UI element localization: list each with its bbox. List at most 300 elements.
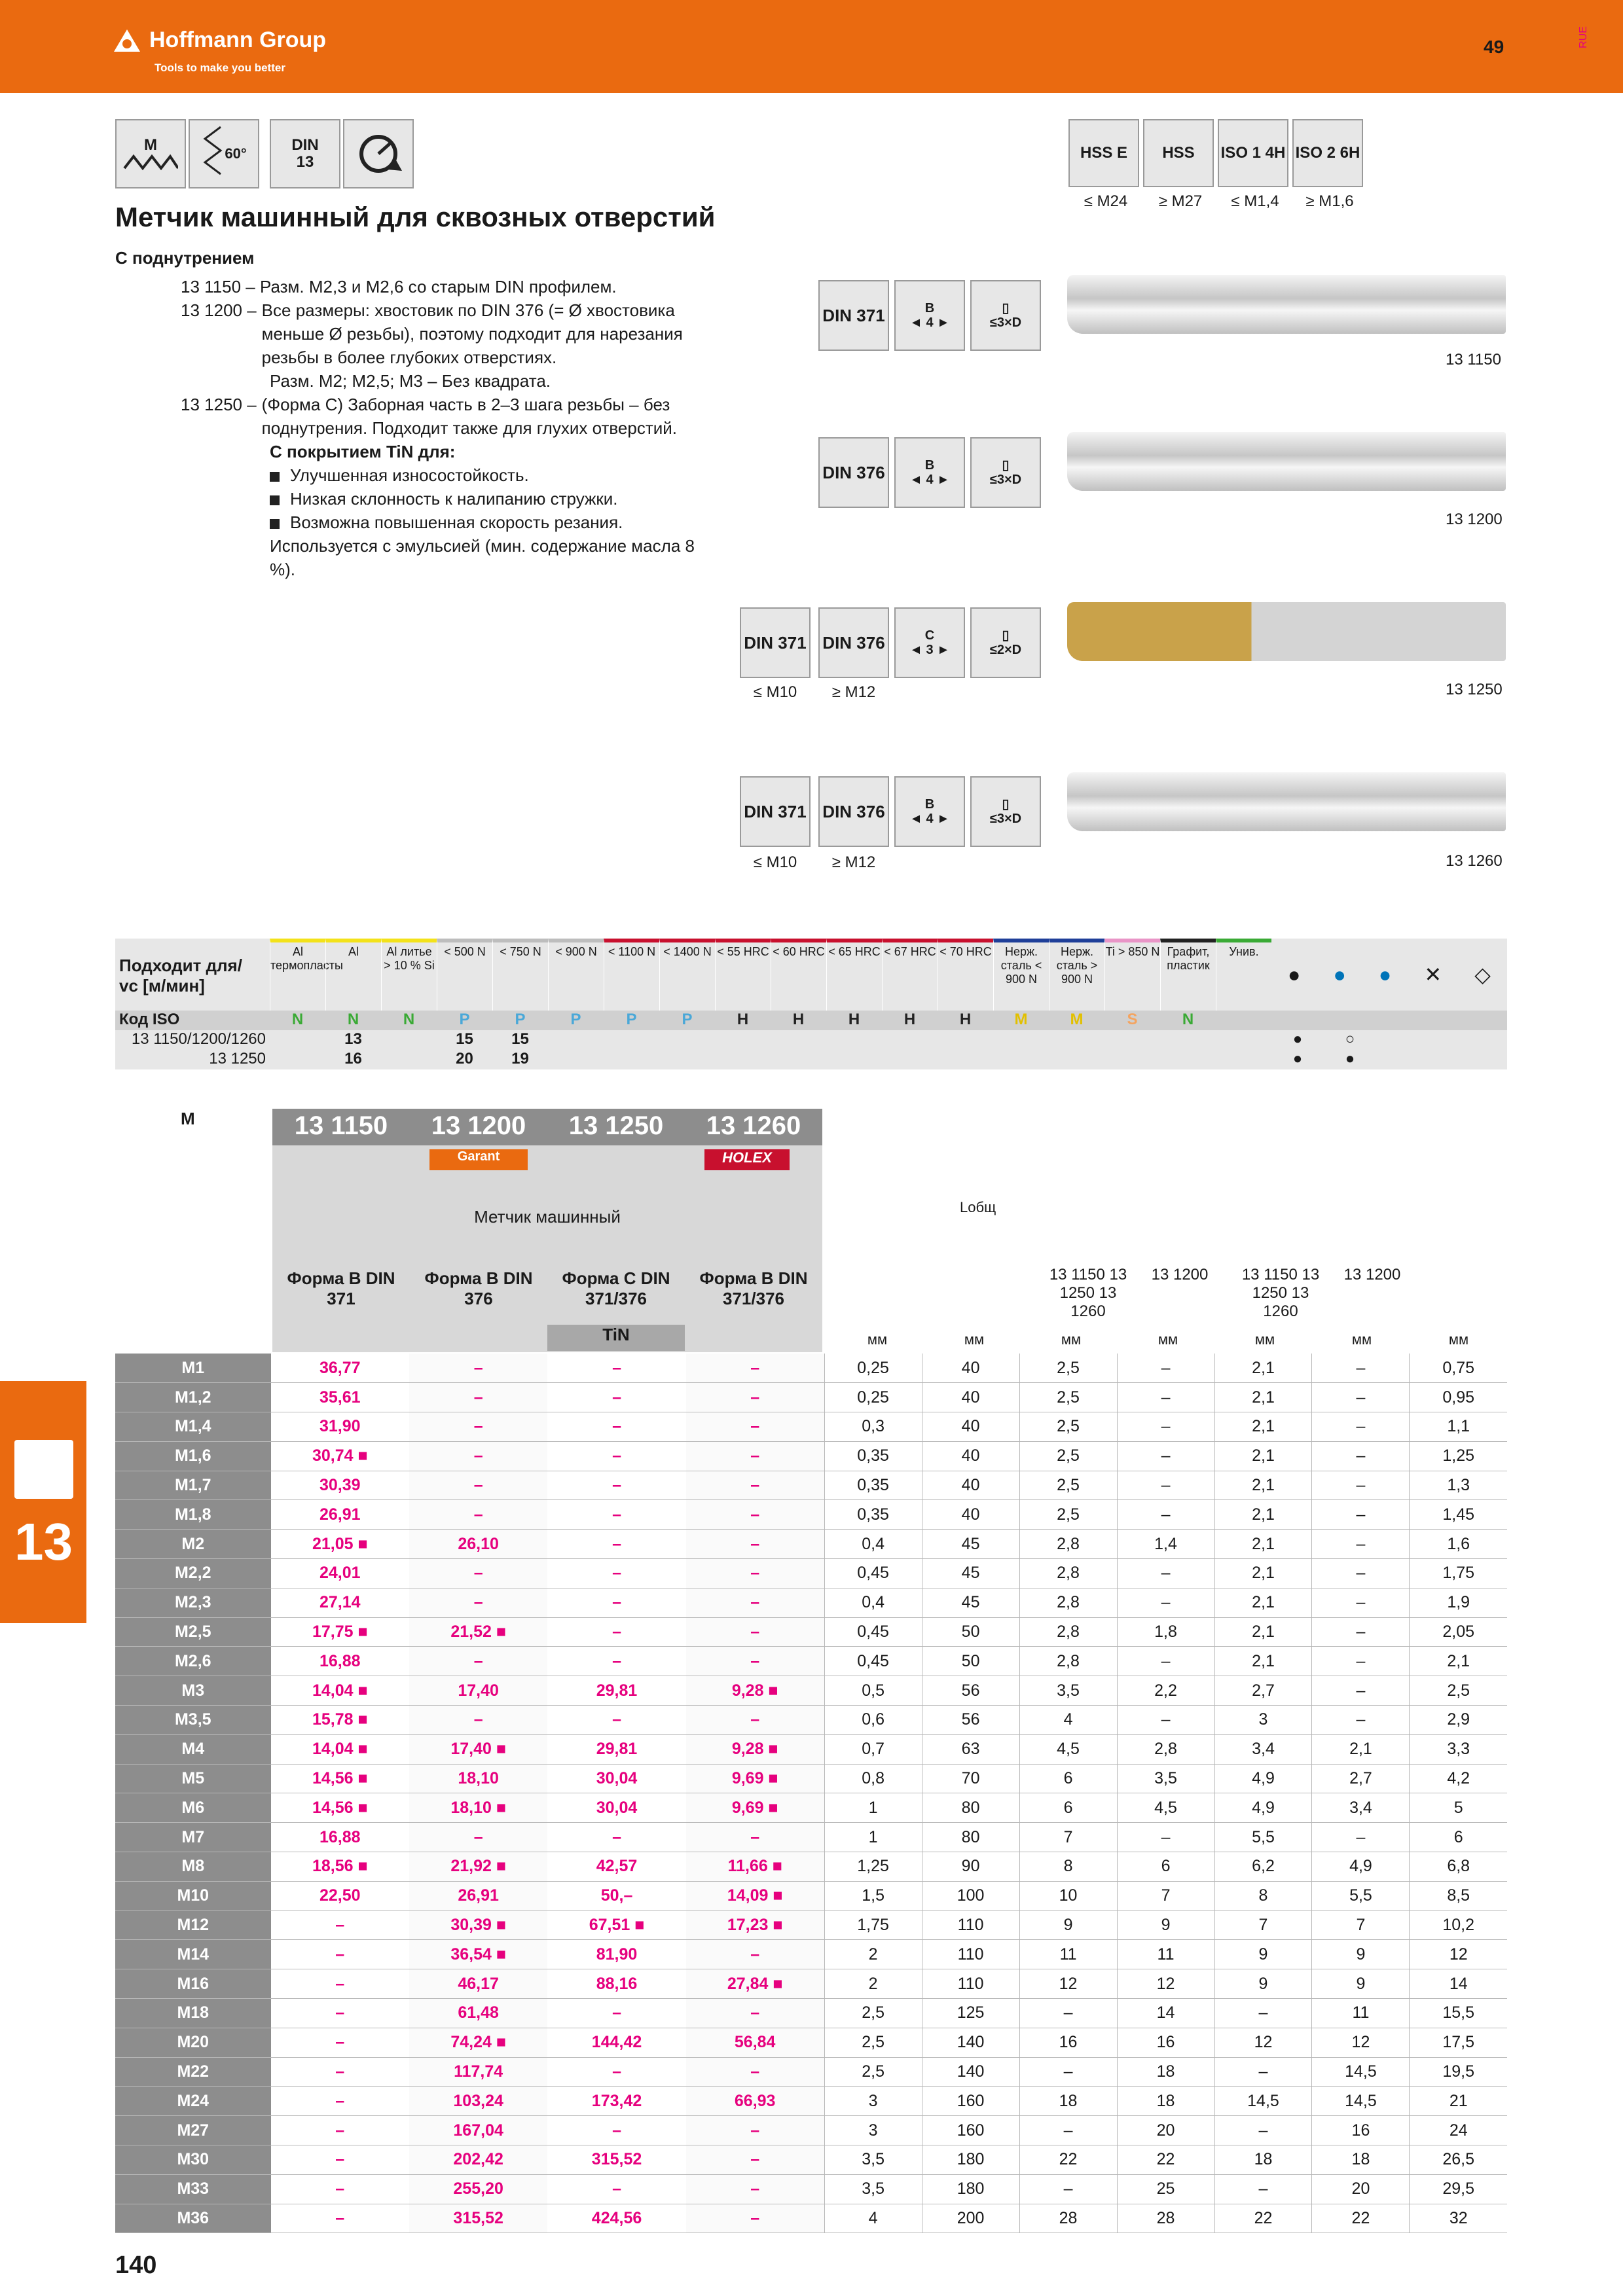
dimension-cell: 0,6: [824, 1706, 922, 1735]
price-cell: –: [686, 1500, 824, 1530]
logo-icon: [113, 28, 141, 53]
code-131200: 13 1200: [431, 1111, 526, 1140]
price-cell: 26,91: [409, 1881, 547, 1910]
dimension-cell: 17,5: [1410, 2028, 1507, 2057]
price-cell: –: [686, 1588, 824, 1617]
material-iso2: ISO 2 6H: [1292, 119, 1363, 187]
dimension-cell: 28: [1117, 2204, 1214, 2233]
dimension-cell: 9: [1019, 1910, 1117, 1940]
dimension-cell: 6: [1019, 1793, 1117, 1823]
dimension-cell: –: [1117, 1383, 1214, 1412]
price-cell: 14,09 ■: [686, 1881, 824, 1910]
speed-value: [270, 1050, 325, 1069]
table-row: [115, 1764, 1507, 1793]
price-cell: –: [271, 2057, 409, 2087]
price-cell: –: [547, 1823, 685, 1852]
tool2-chamfer: B ◄ 4 ►: [894, 437, 965, 508]
dimension-cell: 2,1: [1214, 1354, 1312, 1383]
dimension-cell: 200: [922, 2204, 1019, 2233]
unit-label: мм: [1061, 1331, 1082, 1348]
dimension-cell: 2,5: [824, 2028, 922, 2057]
dimension-cell: 0,35: [824, 1500, 922, 1530]
dimension-cell: 1,4: [1117, 1530, 1214, 1559]
dimension-cell: 40: [922, 1383, 1019, 1412]
price-cell: –: [686, 1647, 824, 1676]
code-131150: 13 1150: [294, 1111, 388, 1140]
dimension-cell: 2,5: [824, 2057, 922, 2087]
dimension-cell: 2,1: [1214, 1441, 1312, 1471]
chapter-tab: [0, 1381, 86, 1623]
tool1-depth: ▯ ≤3×D: [970, 280, 1041, 351]
iso-code-10: H: [848, 1011, 860, 1028]
table-row: [115, 2028, 1507, 2057]
price-cell: 16,88: [271, 1647, 409, 1676]
material-col-11: < 67 HRC: [882, 939, 938, 1011]
dimension-cell: 2,8: [1019, 1588, 1117, 1617]
dimension-cell: 90: [922, 1852, 1019, 1882]
dimension-cell: 2,1: [1410, 1647, 1507, 1676]
tool-materials: [1068, 119, 1363, 187]
price-cell: –: [271, 2204, 409, 2233]
dimension-cell: 16: [1019, 2028, 1117, 2057]
table-row: [115, 1647, 1507, 1676]
dimension-cell: –: [1312, 1588, 1410, 1617]
dimension-cell: –: [1117, 1823, 1214, 1852]
spray-icon: ●: [1378, 962, 1392, 986]
price-cell: –: [271, 2174, 409, 2204]
tool4-image: [1067, 772, 1506, 831]
thread-size: M10: [115, 1881, 271, 1910]
dimension-cell: 80: [922, 1793, 1019, 1823]
material-hss: HSS: [1143, 119, 1214, 187]
unit-label: мм: [1448, 1331, 1469, 1348]
thread-size: M2: [115, 1530, 271, 1559]
price-cell: 202,42: [409, 2145, 547, 2175]
table-row: [115, 1617, 1507, 1647]
dimension-cell: 9: [1214, 1940, 1312, 1969]
table-row: [115, 1588, 1507, 1617]
unit-label: мм: [867, 1331, 888, 1348]
price-cell: –: [547, 1530, 685, 1559]
material-col-16: Графит, пластик: [1160, 939, 1216, 1011]
price-cell: –: [409, 1412, 547, 1442]
page-number: 49: [1484, 37, 1504, 57]
dimension-cell: 14: [1117, 1999, 1214, 2028]
thread-size: M36: [115, 2204, 271, 2233]
iso-code-0: N: [291, 1011, 304, 1028]
dimension-cell: 9: [1117, 1910, 1214, 1940]
price-cell: 27,14: [271, 1588, 409, 1617]
dimension-cell: 9: [1214, 1969, 1312, 1999]
price-cell: –: [547, 1412, 685, 1442]
dimension-cell: 2,1: [1214, 1412, 1312, 1442]
thread-angle-icon: 60°: [189, 119, 259, 188]
speed-value: 15: [511, 1030, 529, 1048]
dimension-cell: 3: [824, 2116, 922, 2145]
dimension-cell: –: [1117, 1500, 1214, 1530]
price-cell: –: [271, 2087, 409, 2116]
table-row: [115, 2204, 1507, 2233]
dimension-cell: –: [1117, 1588, 1214, 1617]
price-cell: –: [686, 1940, 824, 1969]
dimension-cell: 2,5: [1019, 1471, 1117, 1500]
dimension-cell: –: [1117, 1471, 1214, 1500]
dimension-cell: 2,5: [1019, 1441, 1117, 1471]
dimension-cell: –: [1019, 1999, 1117, 2028]
dimension-cell: 0,5: [824, 1676, 922, 1706]
emulsion-icon: ●: [1333, 962, 1346, 986]
dimension-cell: 2: [824, 1969, 922, 1999]
material-col-7: < 1400 N: [659, 939, 715, 1011]
price-cell: 17,75 ■: [271, 1617, 409, 1647]
thread-size: M2,5: [115, 1617, 271, 1647]
dimension-cell: 2,1: [1214, 1530, 1312, 1559]
table-row: [115, 1559, 1507, 1588]
dimension-cell: 12: [1117, 1969, 1214, 1999]
dimension-cell: –: [1214, 2116, 1312, 2145]
dimension-cell: 5,5: [1214, 1823, 1312, 1852]
dimension-cell: 1,9: [1410, 1588, 1507, 1617]
material-col-10: < 65 HRC: [826, 939, 882, 1011]
dimension-cell: 10: [1019, 1881, 1117, 1910]
mql-icon: ✕: [1424, 963, 1442, 986]
thread-size: M16: [115, 1969, 271, 1999]
table-row: [115, 1471, 1507, 1500]
dimension-cell: 56: [922, 1706, 1019, 1735]
price-cell: –: [686, 1617, 824, 1647]
thread-size: M27: [115, 2116, 271, 2145]
tool3-din2: DIN 376: [818, 607, 889, 678]
dimension-cell: 1,1: [1410, 1412, 1507, 1442]
thread-size: M14: [115, 1940, 271, 1969]
thread-size: M3,5: [115, 1706, 271, 1735]
dimension-cell: 18: [1019, 2087, 1117, 2116]
dimension-cell: 110: [922, 1940, 1019, 1969]
price-cell: –: [686, 1559, 824, 1588]
table-row: [115, 2145, 1507, 2175]
dimension-cell: –: [1117, 1647, 1214, 1676]
dimension-cell: 0,8: [824, 1764, 922, 1793]
price-cell: –: [409, 1823, 547, 1852]
price-cell: 9,28 ■: [686, 1734, 824, 1764]
dimension-cell: 14,5: [1214, 2087, 1312, 2116]
price-cell: –: [271, 2145, 409, 2175]
price-cell: –: [547, 1617, 685, 1647]
dimension-cell: 4,9: [1214, 1764, 1312, 1793]
thread-size: M1,8: [115, 1500, 271, 1530]
dimension-cell: –: [1117, 1441, 1214, 1471]
dimension-cell: 0,75: [1410, 1354, 1507, 1383]
price-cell: 424,56: [547, 2204, 685, 2233]
price-cell: 14,56 ■: [271, 1793, 409, 1823]
thread-size: M8: [115, 1852, 271, 1882]
iso-code-1: N: [347, 1011, 359, 1028]
tool4-code: 13 1260: [1446, 852, 1503, 870]
thread-size: M2,6: [115, 1647, 271, 1676]
price-cell: –: [547, 1706, 685, 1735]
dimension-cell: 2,1: [1214, 1559, 1312, 1588]
thread-size: M24: [115, 2087, 271, 2116]
dimension-cell: 9: [1312, 1940, 1410, 1969]
dimension-cell: 40: [922, 1441, 1019, 1471]
table-row: [115, 1500, 1507, 1530]
table-row: [115, 1940, 1507, 1969]
tool3-din1: DIN 371: [740, 607, 811, 678]
table-row: [115, 1969, 1507, 1999]
rotation-direction-icon: [343, 119, 414, 188]
dimension-cell: 2,5: [1019, 1412, 1117, 1442]
price-cell: 14,04 ■: [271, 1734, 409, 1764]
dimension-cell: 8,5: [1410, 1881, 1507, 1910]
dimension-cell: 0,4: [824, 1588, 922, 1617]
dimension-cell: 0,7: [824, 1734, 922, 1764]
table-row: [115, 1999, 1507, 2028]
dimension-cell: 2,8: [1117, 1734, 1214, 1764]
dimension-cell: 45: [922, 1588, 1019, 1617]
dimension-cell: 0,35: [824, 1471, 922, 1500]
brand-logo: Hoffmann Group: [113, 27, 326, 53]
main-table: [115, 1354, 1507, 2233]
table-row: [115, 1354, 1507, 1383]
thread-size: M30: [115, 2145, 271, 2175]
dimension-cell: 2: [824, 1940, 922, 1969]
price-cell: –: [686, 1354, 824, 1383]
dimension-cell: –: [1312, 1559, 1410, 1588]
dimension-cell: 1: [824, 1823, 922, 1852]
unit-label: мм: [1254, 1331, 1275, 1348]
price-cell: 81,90: [547, 1940, 685, 1969]
price-cell: –: [686, 2174, 824, 2204]
price-cell: 46,17: [409, 1969, 547, 1999]
dimension-cell: 2,1: [1312, 1734, 1410, 1764]
dimension-cell: –: [1312, 1823, 1410, 1852]
dimension-cell: 8: [1019, 1852, 1117, 1882]
dimension-cell: 6: [1019, 1764, 1117, 1793]
price-cell: –: [547, 2116, 685, 2145]
tool1-image: [1067, 275, 1506, 334]
dimension-cell: 3,5: [1117, 1764, 1214, 1793]
dimension-cell: 45: [922, 1530, 1019, 1559]
dimension-cell: 0,45: [824, 1647, 922, 1676]
dimension-cell: 20: [1312, 2174, 1410, 2204]
price-cell: 315,52: [409, 2204, 547, 2233]
price-cell: –: [271, 1940, 409, 1969]
dimension-cell: 2,8: [1019, 1530, 1117, 1559]
price-cell: –: [686, 2057, 824, 2087]
dimension-cell: 140: [922, 2057, 1019, 2087]
dimension-cell: –: [1214, 2057, 1312, 2087]
dimension-cell: 50: [922, 1617, 1019, 1647]
thread-size: M1,7: [115, 1471, 271, 1500]
tool4-din2: DIN 376: [818, 776, 889, 847]
dimension-cell: 4: [1019, 1706, 1117, 1735]
speed-value: [270, 1030, 325, 1050]
dimension-cell: 1,75: [824, 1910, 922, 1940]
dimension-cell: 4,2: [1410, 1764, 1507, 1793]
price-cell: 173,42: [547, 2087, 685, 2116]
dimension-cell: 3: [1214, 1706, 1312, 1735]
iso-code-12: H: [959, 1011, 972, 1028]
price-cell: –: [409, 1441, 547, 1471]
speed-value: 19: [511, 1050, 529, 1067]
dimension-cell: 7: [1312, 1910, 1410, 1940]
price-cell: –: [409, 1500, 547, 1530]
dimension-cell: 26,5: [1410, 2145, 1507, 2175]
price-cell: 56,84: [686, 2028, 824, 2057]
thread-size: M1,2: [115, 1383, 271, 1412]
iso-code-7: P: [682, 1011, 693, 1028]
dimension-cell: –: [1312, 1441, 1410, 1471]
price-cell: 315,52: [547, 2145, 685, 2175]
dimension-cell: –: [1214, 1999, 1312, 2028]
dimension-cell: –: [1312, 1706, 1410, 1735]
iso-code-17: [1216, 1011, 1271, 1030]
thread-size: M7: [115, 1823, 271, 1852]
price-cell: 26,91: [271, 1500, 409, 1530]
iso-code-15: S: [1127, 1011, 1138, 1028]
dimension-cell: 45: [922, 1559, 1019, 1588]
price-cell: 14,56 ■: [271, 1764, 409, 1793]
chapter-number: 13: [14, 1513, 73, 1571]
dimension-cell: 18: [1117, 2087, 1214, 2116]
dimension-cell: 5: [1410, 1793, 1507, 1823]
iso-code-13: M: [1014, 1011, 1028, 1028]
price-cell: –: [409, 1354, 547, 1383]
tool2-din: DIN 376: [818, 437, 889, 508]
price-cell: –: [271, 1910, 409, 1940]
table-row: [115, 1734, 1507, 1764]
dimension-cell: 6,8: [1410, 1852, 1507, 1882]
tool3-code: 13 1250: [1446, 681, 1503, 698]
dimension-cell: 160: [922, 2087, 1019, 2116]
dimension-cell: 2,2: [1117, 1676, 1214, 1706]
dimension-cell: 0,35: [824, 1441, 922, 1471]
price-cell: 30,39 ■: [409, 1910, 547, 1940]
price-cell: –: [686, 1999, 824, 2028]
dimension-cell: 4: [824, 2204, 922, 2233]
table-row: [115, 1910, 1507, 1940]
price-cell: –: [547, 1500, 685, 1530]
dimension-cell: 2,5: [1019, 1354, 1117, 1383]
material-col-1: Al: [325, 939, 381, 1011]
price-cell: –: [547, 2057, 685, 2087]
unit-label: мм: [1158, 1331, 1178, 1348]
dimension-cell: 2,1: [1214, 1471, 1312, 1500]
dimension-cell: 160: [922, 2116, 1019, 2145]
material-col-15: Ti > 850 N: [1104, 939, 1160, 1011]
price-cell: 30,74 ■: [271, 1441, 409, 1471]
price-cell: 26,10: [409, 1530, 547, 1559]
dimension-cell: –: [1019, 2116, 1117, 2145]
tool4-depth: ▯ ≤3×D: [970, 776, 1041, 847]
dimension-cell: –: [1117, 1354, 1214, 1383]
price-cell: 67,51 ■: [547, 1910, 685, 1940]
dimension-cell: 21: [1410, 2087, 1507, 2116]
thread-size: M2,3: [115, 1588, 271, 1617]
price-cell: –: [686, 2204, 824, 2233]
price-cell: –: [686, 1471, 824, 1500]
dimension-cell: 11: [1117, 1940, 1214, 1969]
price-cell: 36,54 ■: [409, 1940, 547, 1969]
dimension-cell: 0,25: [824, 1354, 922, 1383]
dimension-cell: 8: [1214, 1881, 1312, 1910]
dimension-cell: 3,4: [1312, 1793, 1410, 1823]
dimension-cell: 14: [1410, 1969, 1507, 1999]
dimension-cell: 4,9: [1214, 1793, 1312, 1823]
dimension-cell: 19,5: [1410, 2057, 1507, 2087]
material-col-9: < 60 HRC: [771, 939, 826, 1011]
dimension-cell: 6: [1410, 1823, 1507, 1852]
dimension-cell: 1,45: [1410, 1500, 1507, 1530]
dimension-cell: 110: [922, 1910, 1019, 1940]
dimension-cell: 12: [1410, 1940, 1507, 1969]
price-cell: 66,93: [686, 2087, 824, 2116]
bottom-page-number: 140: [115, 2251, 157, 2279]
price-cell: 14,04 ■: [271, 1676, 409, 1706]
price-cell: 17,40 ■: [409, 1734, 547, 1764]
thread-size: M3: [115, 1676, 271, 1706]
tool2-code: 13 1200: [1446, 511, 1503, 528]
dimension-cell: 12: [1312, 2028, 1410, 2057]
price-cell: –: [271, 2028, 409, 2057]
price-cell: 88,16: [547, 1969, 685, 1999]
dimension-cell: 15,5: [1410, 1999, 1507, 2028]
dimension-cell: 12: [1214, 2028, 1312, 2057]
holex-logo: HOLEX: [704, 1149, 790, 1170]
material-col-12: < 70 HRC: [938, 939, 993, 1011]
dimension-cell: 80: [922, 1823, 1019, 1852]
material-col-0: Al термопласты: [270, 939, 325, 1011]
thread-size: M12: [115, 1910, 271, 1940]
price-cell: –: [547, 1999, 685, 2028]
dimension-cell: 11: [1019, 1940, 1117, 1969]
dimension-cell: 14,5: [1312, 2087, 1410, 2116]
thread-size: M1: [115, 1354, 271, 1383]
dimension-cell: 0,25: [824, 1383, 922, 1412]
dimension-cell: 10,2: [1410, 1910, 1507, 1940]
dimension-cell: 2,1: [1214, 1617, 1312, 1647]
dimension-cell: 22: [1117, 2145, 1214, 2175]
price-cell: –: [409, 1588, 547, 1617]
dimension-cell: –: [1117, 1412, 1214, 1442]
price-cell: 9,69 ■: [686, 1793, 824, 1823]
dimension-cell: –: [1312, 1500, 1410, 1530]
thread-size: M4: [115, 1734, 271, 1764]
iso-code-14: M: [1070, 1011, 1084, 1028]
dimension-cell: 0,3: [824, 1412, 922, 1442]
price-cell: 103,24: [409, 2087, 547, 2116]
tool4-din1: DIN 371: [740, 776, 811, 847]
code-131260: 13 1260: [706, 1111, 801, 1140]
dimension-cell: 2,9: [1410, 1706, 1507, 1735]
price-cell: –: [686, 2145, 824, 2175]
dimension-cell: –: [1312, 1647, 1410, 1676]
price-cell: –: [686, 1706, 824, 1735]
dimension-cell: 4,9: [1312, 1852, 1410, 1882]
dimension-cell: 32: [1410, 2204, 1507, 2233]
main-table-header: M 13 1150 13 1200 13 1250 13 1260 Garant HOLEX Метчик машинный Форма B DIN 371 Форма B DIN 376 Форма C DIN 371/376 Форма B DIN 371/376 TiN 13 1150 13 1250 13 1260 13 1200 13 1150 13 1250 13 1260 13 1200 Lобщ мм мм мм мм мм мм мм: [115, 1109, 1507, 1352]
price-cell: 22,50: [271, 1881, 409, 1910]
price-cell: –: [409, 1471, 547, 1500]
thread-size: M20: [115, 2028, 271, 2057]
dimension-cell: –: [1312, 1471, 1410, 1500]
dimension-cell: 2,8: [1019, 1617, 1117, 1647]
tool3-depth: ▯ ≤2×D: [970, 607, 1041, 678]
speed-value: [381, 1030, 437, 1050]
price-cell: 30,04: [547, 1793, 685, 1823]
page-title: Метчик машинный для сквозных отверстий: [115, 202, 716, 232]
tool1-chamfer: B ◄ 4 ►: [894, 280, 965, 351]
